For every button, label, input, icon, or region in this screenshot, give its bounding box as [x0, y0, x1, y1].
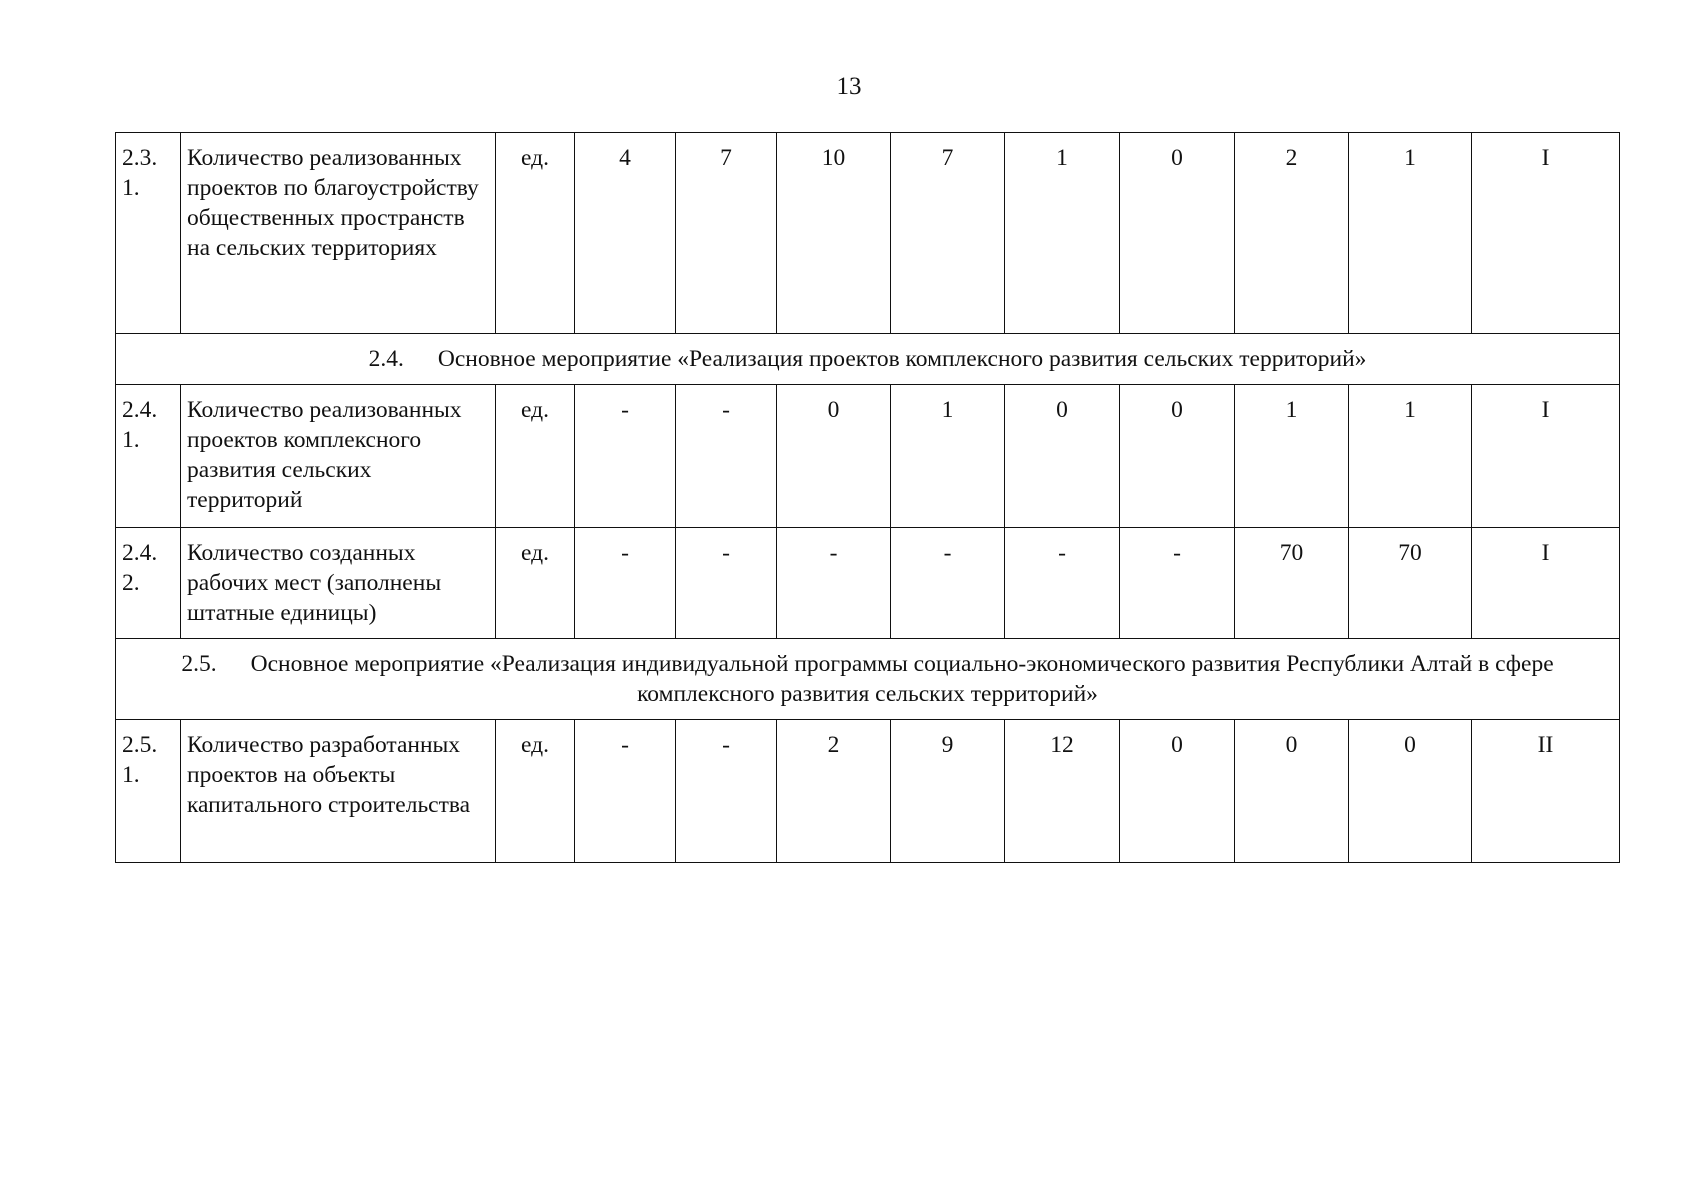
page-number: 13 [836, 73, 862, 100]
section-row [116, 639, 1620, 720]
indicator-name: Количество созданных рабочих мест (заполнены штатные единицы) [181, 528, 496, 639]
value-cell: 0 [1120, 720, 1235, 863]
value-cell: 1 [1349, 385, 1472, 528]
value-cell: 1 [1005, 133, 1120, 334]
section-title: Основное мероприятие «Реализация индивидуальной программы социально-экономического развития Республики Алтай в сфере комплексного развития сельских территорий» [250, 651, 1554, 707]
table-row [116, 528, 1620, 639]
value-cell: 4 [575, 133, 676, 334]
section-heading [116, 639, 1620, 720]
table-row [116, 385, 1620, 528]
value-cell: 0 [1005, 385, 1120, 528]
class-cell: I [1472, 385, 1620, 528]
class-cell: II [1472, 720, 1620, 863]
value-cell: 7 [676, 133, 777, 334]
unit-cell: ед. [496, 720, 575, 863]
value-cell: - [891, 528, 1005, 639]
value-cell: 0 [1120, 385, 1235, 528]
value-cell: 2 [777, 720, 891, 863]
value-cell: - [575, 528, 676, 639]
value-cell: - [676, 720, 777, 863]
value-cell: 2 [1235, 133, 1349, 334]
row-number: 2.5. 1. [116, 720, 181, 863]
row-number: 2.4. 2. [116, 528, 181, 639]
unit-cell: ед. [496, 133, 575, 334]
section-number: 2.5. [181, 651, 217, 677]
value-cell: - [676, 528, 777, 639]
value-cell: 1 [1349, 133, 1472, 334]
value-cell: 10 [777, 133, 891, 334]
value-cell: - [575, 385, 676, 528]
indicator-name: Количество разработанных проектов на объекты капитального строительства [181, 720, 496, 863]
table-row [116, 133, 1620, 334]
value-cell: 70 [1349, 528, 1472, 639]
section-row [116, 334, 1620, 385]
value-cell: 1 [1235, 385, 1349, 528]
value-cell: - [1005, 528, 1120, 639]
value-cell: - [1120, 528, 1235, 639]
value-cell: 0 [777, 385, 891, 528]
value-cell: - [575, 720, 676, 863]
value-cell: 12 [1005, 720, 1120, 863]
section-title: Основное мероприятие «Реализация проектов комплексного развития сельских территорий» [437, 346, 1367, 372]
value-cell: - [676, 385, 777, 528]
value-cell: 70 [1235, 528, 1349, 639]
row-number: 2.3. 1. [116, 133, 181, 334]
indicator-name: Количество реализованных проектов комплексного развития сельских территорий [181, 385, 496, 528]
value-cell: 1 [891, 385, 1005, 528]
unit-cell: ед. [496, 385, 575, 528]
class-cell: I [1472, 133, 1620, 334]
value-cell: 9 [891, 720, 1005, 863]
unit-cell: ед. [496, 528, 575, 639]
class-cell: I [1472, 528, 1620, 639]
value-cell: 0 [1235, 720, 1349, 863]
value-cell: 0 [1349, 720, 1472, 863]
indicators-table [115, 132, 1620, 863]
table-row [116, 720, 1620, 863]
value-cell: 7 [891, 133, 1005, 334]
value-cell: - [777, 528, 891, 639]
section-number: 2.4. [368, 346, 404, 372]
row-number: 2.4. 1. [116, 385, 181, 528]
indicator-name: Количество реализованных проектов по благоустройству общественных пространств на сельских территориях [181, 133, 496, 334]
value-cell: 0 [1120, 133, 1235, 334]
section-heading [116, 334, 1620, 385]
